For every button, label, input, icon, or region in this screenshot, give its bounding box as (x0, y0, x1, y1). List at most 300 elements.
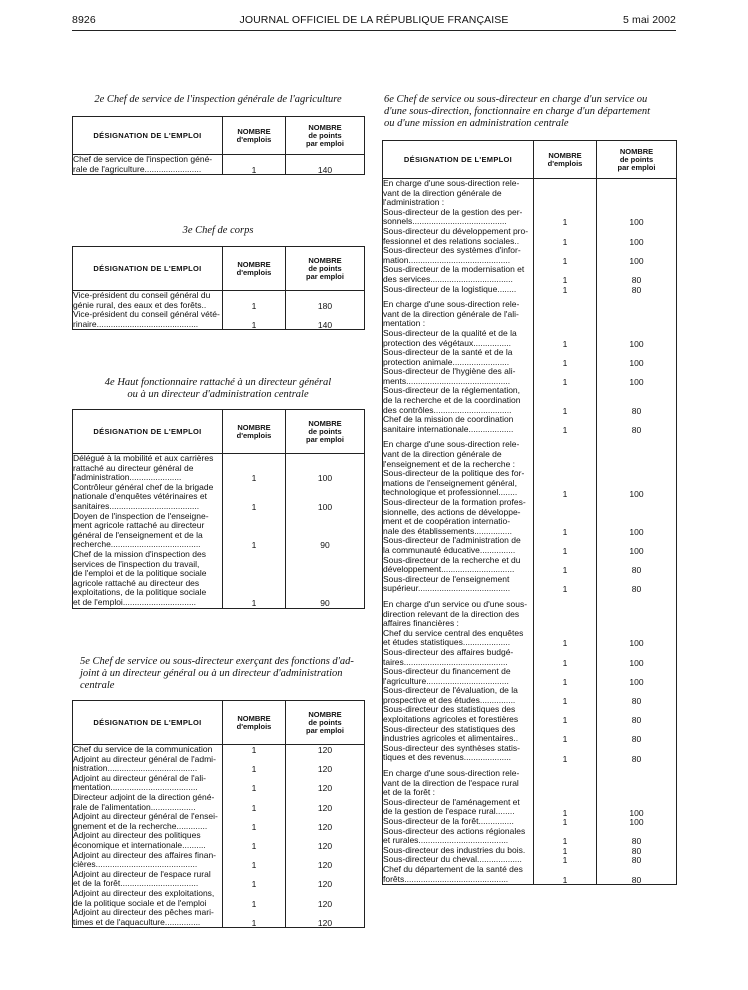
list-item (383, 686, 533, 705)
nombre-points-value: 80 (631, 424, 642, 435)
list-item (73, 155, 222, 174)
label-line: Adjoint au directeur des pêches mari- (73, 907, 214, 918)
nombre-emplois-value: 1 (562, 695, 568, 706)
nombre-points-value: 80 (631, 845, 642, 856)
label-line: et études statistiques.................... (383, 637, 511, 648)
label-line: Sous-directeur des industries du bois. (383, 844, 526, 855)
label-line: Chef de la mission d'inspection des (73, 548, 206, 559)
section-title-line: ou d'une mission en administration centrale (384, 118, 569, 129)
list-item (383, 725, 533, 744)
header-line: de points (308, 263, 342, 273)
label-line: mentation : (383, 318, 426, 329)
label-line: Sous-directeur de l'administration de (383, 535, 521, 546)
points-cell (286, 745, 365, 928)
nombre-emplois-value: 1 (562, 836, 568, 847)
nombre-emplois-value: 1 (562, 255, 568, 266)
nombre-points-value: 120 (317, 802, 333, 813)
label-line: Chef de la mission de coordination (383, 414, 514, 425)
nombre-emplois-value: 1 (562, 526, 568, 537)
label-line: Sous-directeur de la recherche et du (383, 554, 521, 565)
section-title-line: 6e Chef de service ou sous-directeur en charge d'un service ou (384, 94, 648, 105)
group-heading (383, 179, 533, 208)
label-line: Adjoint au directeur des affaires finan- (73, 849, 217, 860)
label-line: mentation..................................... (73, 782, 198, 793)
nombre-emplois-value: 1 (251, 802, 257, 813)
nombre-emplois-value: 1 (562, 405, 568, 416)
nombre-points-value: 100 (317, 502, 333, 513)
nombre-points-value: 100 (629, 526, 644, 537)
label-line: et rurales...................................... (383, 835, 509, 846)
emploi-label (383, 367, 533, 386)
nombre-emplois-value: 1 (562, 546, 568, 557)
list-item (383, 208, 533, 227)
list-item (73, 812, 222, 831)
nombre-points-value: 80 (631, 275, 642, 286)
header-rule (72, 30, 676, 31)
header-line: NOMBRE (308, 122, 342, 132)
label-line: technologique et professionnel........ (383, 487, 518, 498)
nombre-emplois-value: 1 (251, 860, 257, 871)
column-header-nombre-points (597, 141, 677, 179)
header-line: NOMBRE (548, 150, 582, 160)
list-item (383, 386, 533, 415)
label-line: direction relevant de la direction des (383, 608, 520, 619)
emplois-cell (534, 179, 597, 885)
designation-cell (73, 155, 223, 175)
header-line: NOMBRE (237, 126, 271, 136)
label-line: la communauté éducative............... (383, 544, 516, 555)
designation-cell (73, 454, 223, 609)
publication-date: 5 mai 2002 (623, 14, 676, 26)
list-item (73, 889, 222, 908)
nombre-emplois-value: 1 (562, 488, 568, 499)
list-item (383, 705, 533, 724)
label-line: de l'emploi et de la politique sociale (73, 568, 207, 579)
nombre-emplois-value: 1 (251, 745, 257, 756)
list-item (73, 793, 222, 812)
list-item (383, 667, 533, 686)
emplois-cell (223, 454, 286, 609)
section-title-line: d'une sous-direction, fonctionnaire en charge d'un département (384, 106, 651, 117)
table-section-2 (72, 116, 365, 175)
emploi-label (73, 908, 222, 927)
label-line: Sous-directeur de la forêt............... (383, 816, 514, 826)
list-item (383, 285, 533, 295)
label-line: Vice-président du conseil général du (73, 290, 211, 300)
list-item (383, 536, 533, 555)
group-heading (383, 600, 533, 629)
table-row (73, 745, 365, 928)
label-line: Sous-directeur des affaires budgé- (383, 646, 514, 657)
header-line: d'emplois (236, 721, 272, 731)
nombre-emplois-value: 1 (562, 376, 568, 387)
nombre-points-value: 140 (317, 164, 333, 175)
label-line: développement............................... (383, 564, 515, 575)
label-line: services de l'inspection du travail, (73, 558, 200, 569)
label-line: Adjoint au directeur des exploitations, (73, 887, 215, 898)
header-line: par emploi (617, 162, 656, 172)
label-line: nale des établissements................ (383, 525, 512, 536)
emploi-label (383, 575, 533, 594)
label-line: génie rural, des eaux et des forêts.. (73, 299, 207, 310)
label-line: vant de la direction générale de (383, 187, 502, 198)
points-cell (597, 179, 677, 885)
label-line: général de l'enseignement et de la (73, 529, 203, 540)
label-line: En charge d'une sous-direction rele- (383, 178, 520, 188)
emploi-label (383, 705, 533, 724)
label-line: Sous-directeur des statistiques des (383, 723, 516, 734)
table-row (73, 291, 365, 330)
list-item (383, 329, 533, 348)
emploi-label (383, 498, 533, 536)
column-header-designation: DÉSIGNATION DE L'EMPLOI (73, 701, 223, 745)
label-line: l'agriculture................................... (383, 675, 509, 686)
emploi-label (73, 774, 222, 793)
label-line: exploitations, de la politique sociale (73, 587, 207, 598)
nombre-emplois-value: 1 (251, 540, 257, 551)
label-line: Contrôleur général chef de la brigade (73, 481, 214, 492)
label-line: affaires financières : (383, 618, 459, 629)
section-title-line: 2e Chef de service de l'inspection générale de l'agriculture (94, 94, 342, 105)
header-line: NOMBRE (237, 259, 271, 269)
label-line: industries agricoles et alimentaires.. (383, 733, 519, 744)
label-line: Sous-directeur de l'évaluation, de la (383, 685, 518, 696)
list-item (73, 870, 222, 889)
group-heading (383, 440, 533, 469)
nombre-emplois-value: 1 (562, 734, 568, 745)
emploi-label (73, 831, 222, 850)
label-line: Sous-directeur de l'aménagement et (383, 796, 520, 807)
nombre-points-value: 120 (317, 745, 333, 756)
label-line: Sous-directeur de la logistique........ (383, 283, 517, 294)
table-row (73, 155, 365, 175)
label-line: taires............................................ (383, 656, 508, 667)
points-cell (286, 454, 365, 609)
emploi-label (383, 348, 533, 367)
column-header-nombre-emplois (223, 410, 286, 454)
label-line: sanitaires...................................... (73, 500, 200, 511)
emploi-label (73, 550, 222, 608)
column-header-nombre-emplois (223, 701, 286, 745)
table-section-3 (72, 246, 365, 330)
label-line: Sous-directeur du cheval................... (383, 854, 522, 865)
label-line: Adjoint au directeur des politiques (73, 830, 201, 841)
label-line: protection animale........................ (383, 356, 510, 367)
points-cell (286, 155, 365, 175)
label-line: Chef du département de la santé des (383, 863, 523, 874)
nombre-emplois-value: 1 (251, 300, 257, 311)
header-line: NOMBRE (237, 422, 271, 432)
label-line: sonnels........................................ (383, 216, 507, 227)
nombre-points-value: 120 (317, 860, 333, 871)
nombre-points-value: 120 (317, 821, 333, 832)
emploi-label (383, 667, 533, 686)
section-title-line: ou à un directeur d'administration centrale (127, 389, 309, 400)
emploi-label (383, 285, 533, 295)
label-line: Sous-directeur de la politique des for- (383, 468, 525, 479)
header-line: NOMBRE (308, 709, 342, 719)
nombre-points-value: 100 (629, 657, 644, 668)
label-line: supérieur....................................... (383, 583, 511, 594)
emploi-label (383, 827, 533, 846)
nombre-emplois-value: 1 (562, 236, 568, 247)
nombre-points-value: 80 (631, 874, 642, 885)
header-line: d'emplois (236, 430, 272, 440)
list-item (383, 865, 533, 884)
label-line: rattaché au directeur général de (73, 462, 194, 473)
label-line: Délégué à la mobilité et aux carrières (73, 453, 214, 463)
list-item (383, 469, 533, 498)
emploi-label (383, 865, 533, 884)
nombre-points-value: 80 (631, 584, 642, 595)
nombre-points-value: 80 (631, 836, 642, 847)
label-line: rale de l'alimentation................... (73, 801, 196, 812)
table-section-5 (72, 700, 365, 928)
nombre-emplois-value: 1 (562, 424, 568, 435)
nombre-emplois-value: 1 (562, 657, 568, 668)
label-line: En charge d'une sous-direction rele- (383, 439, 520, 450)
label-line: ment agricole rattaché au directeur (73, 520, 205, 531)
nombre-points-value: 100 (629, 357, 644, 368)
emploi-label (383, 686, 533, 705)
label-line: Sous-directeur de l'enseignement (383, 573, 510, 584)
list-item (73, 755, 222, 774)
label-line: vant de la direction de l'espace rural (383, 777, 519, 788)
nombre-points-value: 140 (317, 319, 333, 330)
header-line: par emploi (306, 138, 344, 148)
nombre-points-value: 120 (317, 841, 333, 852)
label-line: Sous-directeur de la santé et de la (383, 347, 513, 358)
list-item (383, 575, 533, 594)
label-line: Sous-directeur du financement de (383, 666, 511, 677)
header-line: d'emplois (236, 267, 272, 277)
emploi-label (383, 386, 533, 415)
nombre-points-value: 80 (631, 753, 642, 764)
group-heading-text (383, 600, 533, 629)
nombre-points-value: 80 (631, 405, 642, 416)
label-line: de la gestion de l'espace rural........ (383, 806, 515, 817)
section-4-title (72, 377, 364, 401)
list-item (383, 246, 533, 265)
label-line: Sous-directeur de la gestion des per- (383, 206, 523, 217)
label-line: et de l'emploi............................... (73, 596, 197, 607)
label-line: agricole rattaché au directeur des (73, 577, 200, 588)
emploi-label (73, 755, 222, 774)
list-item (73, 483, 222, 512)
emploi-label (73, 889, 222, 908)
label-line: de la politique sociale et de l'emploi (73, 897, 207, 908)
nombre-emplois-value: 1 (251, 821, 257, 832)
nombre-points-value: 100 (629, 488, 644, 499)
label-line: l'administration...................... (73, 472, 182, 483)
label-line: Vice-président du conseil général vété- (73, 309, 220, 320)
nombre-emplois-value: 1 (562, 676, 568, 687)
nombre-points-value: 120 (317, 764, 333, 775)
designation-cell (73, 291, 223, 330)
page-number: 8926 (72, 14, 96, 26)
label-line: cières........................................... (73, 859, 198, 870)
emploi-label (383, 415, 533, 434)
nombre-emplois-value: 1 (251, 898, 257, 909)
emploi-label (383, 329, 533, 348)
label-line: forêts............................................ (383, 873, 509, 884)
section-title-line: centrale (80, 680, 115, 691)
emploi-label (383, 469, 533, 498)
column-header-nombre-emplois (223, 247, 286, 291)
list-item (383, 827, 533, 846)
column-header-nombre-points (286, 247, 365, 291)
label-line: vant de la direction générale de l'ali- (383, 308, 519, 319)
emploi-label (383, 208, 533, 227)
list-item (73, 908, 222, 927)
nombre-points-value: 100 (629, 376, 644, 387)
table-section-4 (72, 409, 365, 609)
label-line: l'enseignement et de la recherche : (383, 458, 516, 469)
designation-cell (73, 745, 223, 928)
group-heading (383, 300, 533, 329)
journal-title: JOURNAL OFFICIEL DE LA RÉPUBLIQUE FRANÇAISE (239, 14, 509, 26)
label-line: Chef du service central des enquêtes (383, 627, 524, 638)
label-line: économique et internationale.......... (73, 839, 206, 850)
label-line: Doyen de l'inspection de l'enseigne- (73, 510, 209, 521)
column-header-nombre-points (286, 410, 365, 454)
emploi-label (73, 310, 222, 329)
emploi-label (383, 227, 533, 246)
nombre-points-value: 100 (629, 255, 644, 266)
section-3-title (72, 225, 364, 237)
section-title-line: 5e Chef de service ou sous-directeur exerçant des fonctions d'ad- (80, 656, 354, 667)
list-item (383, 227, 533, 246)
column-header-designation: DÉSIGNATION DE L'EMPLOI (73, 117, 223, 155)
emploi-label (73, 512, 222, 550)
nombre-emplois-value: 1 (251, 598, 257, 608)
nombre-points-value: 100 (629, 217, 644, 228)
section-5-title (80, 656, 370, 692)
list-item (73, 454, 222, 483)
label-line: Sous-directeur de la modernisation et (383, 264, 525, 275)
section-title-line: 4e Haut fonctionnaire rattaché à un directeur général (104, 377, 332, 388)
list-item (383, 415, 533, 434)
header-line: NOMBRE (308, 418, 342, 428)
emploi-label (73, 793, 222, 812)
emploi-label (383, 798, 533, 817)
label-line: fessionnel et des relations sociales.. (383, 235, 520, 246)
label-line: Sous-directeur des actions régionales (383, 825, 526, 836)
nombre-emplois-value: 1 (251, 879, 257, 890)
emplois-cell (223, 155, 286, 175)
emploi-label (383, 725, 533, 744)
nombre-points-value: 100 (629, 817, 644, 828)
list-item (383, 798, 533, 817)
list-item (383, 556, 533, 575)
emploi-label (383, 648, 533, 667)
header-line: d'emplois (236, 134, 272, 144)
header-line: de points (308, 130, 342, 140)
list-item (383, 265, 533, 284)
list-item (73, 550, 222, 608)
label-line: Sous-directeur des synthèses statis- (383, 742, 521, 753)
nombre-emplois-value: 1 (562, 357, 568, 368)
label-line: Sous-directeur de l'hygiène des ali- (383, 366, 516, 377)
emplois-cell (223, 745, 286, 928)
label-line: Adjoint au directeur général de l'ali- (73, 772, 206, 783)
nombre-emplois-value: 1 (562, 284, 568, 295)
header-line: NOMBRE (619, 146, 654, 156)
column-header-designation: DÉSIGNATION DE L'EMPLOI (383, 141, 534, 179)
table-section-6 (382, 140, 677, 885)
column-header-designation: DÉSIGNATION DE L'EMPLOI (73, 410, 223, 454)
points-cell (286, 291, 365, 330)
nombre-points-value: 100 (629, 638, 644, 649)
label-line: Sous-directeur de la réglementation, (383, 385, 521, 396)
label-line: Sous-directeur des systèmes d'infor- (383, 245, 521, 256)
emploi-label (73, 454, 222, 483)
label-line: prospective et des études............... (383, 694, 516, 705)
nombre-points-value: 180 (317, 300, 333, 311)
nombre-emplois-value: 1 (251, 319, 257, 330)
nombre-points-value: 100 (629, 236, 644, 247)
label-line: des services................................... (383, 273, 513, 284)
nombre-emplois-value: 1 (251, 917, 257, 928)
designation-cell (383, 179, 534, 885)
section-2-title (72, 94, 364, 106)
nombre-points-value: 100 (629, 546, 644, 557)
nombre-emplois-value: 1 (562, 715, 568, 726)
nombre-points-value: 80 (631, 715, 642, 726)
nombre-points-value: 80 (631, 284, 642, 295)
label-line: En charge d'un service ou d'une sous- (383, 598, 528, 609)
nombre-points-value: 100 (629, 807, 644, 818)
label-line: Chef du service de la communication (73, 744, 213, 754)
nombre-emplois-value: 1 (562, 874, 568, 885)
nombre-emplois-value: 1 (562, 855, 568, 866)
nombre-points-value: 100 (629, 676, 644, 687)
header-line: de points (308, 426, 342, 436)
label-line: En charge d'une sous-direction rele- (383, 768, 520, 779)
emploi-label (73, 870, 222, 889)
section-title-line: 3e Chef de corps (182, 225, 254, 236)
label-line: mations de l'enseignement général, (383, 477, 517, 488)
emploi-label (73, 155, 222, 174)
emploi-label (383, 556, 533, 575)
label-line: Adjoint au directeur général de l'ensei- (73, 811, 218, 822)
nombre-emplois-value: 1 (562, 638, 568, 649)
label-line: nistration...................................... (73, 763, 198, 774)
section-6-title (384, 94, 676, 130)
list-item (73, 291, 222, 310)
label-line: Sous-directeur du développement pro- (383, 225, 529, 236)
nombre-emplois-value: 1 (251, 473, 257, 484)
list-item (383, 744, 533, 763)
table-row (383, 179, 677, 885)
label-line: Directeur adjoint de la direction géné- (73, 791, 215, 802)
label-line: et de la forêt................................. (73, 878, 199, 889)
column-header-nombre-points (286, 701, 365, 745)
label-line: gnement et de la recherche............. (73, 820, 208, 831)
header-line: NOMBRE (308, 255, 342, 265)
group-heading-text (383, 769, 533, 798)
list-item (383, 367, 533, 386)
column-header-nombre-emplois (534, 141, 597, 179)
header-line: par emploi (306, 725, 344, 735)
header-line: d'emplois (547, 158, 583, 168)
label-line: mation........................................... (383, 254, 511, 265)
table-row (73, 454, 365, 609)
nombre-emplois-value: 1 (251, 764, 257, 775)
list-item (383, 648, 533, 667)
label-line: En charge d'une sous-direction rele- (383, 299, 520, 310)
column-header-nombre-emplois (223, 117, 286, 155)
